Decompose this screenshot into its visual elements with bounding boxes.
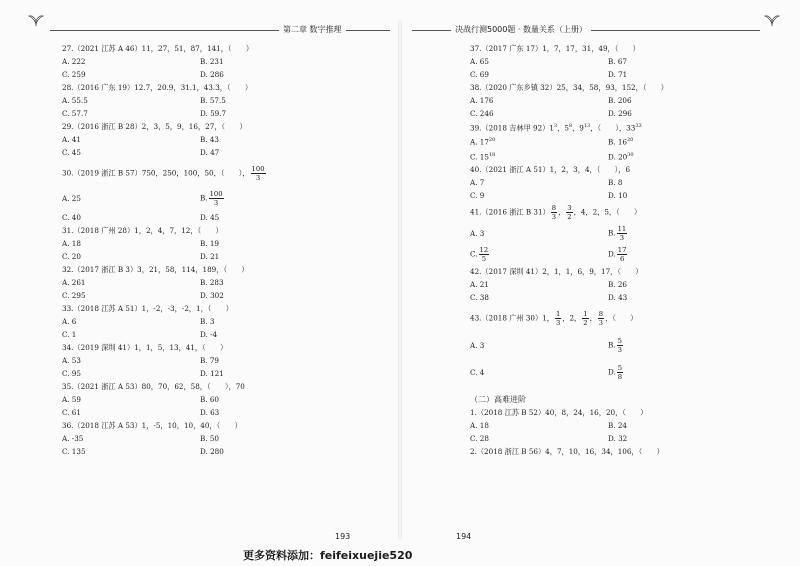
- right-page-questions: [470, 44, 770, 456]
- book-gutter: [398, 20, 402, 540]
- question-28: 28.（2016 广东 19）12.7，20.9，31.1，43.3，（ ） A. 55.5 B. 57.5 C. 57.7 D. 59.7: [62, 83, 253, 118]
- question-42: 42.（2017 深圳 41）2，1，1，6，9，17，（ ） A. 21 B. 26 C. 38 D. 43: [470, 267, 643, 303]
- question-33: 33.（2018 江苏 A 51）1，-2，-3，-2，1，（ ） A. 6 B. 3 C. 1 D. -4: [62, 304, 233, 339]
- right-page-number: 194: [456, 532, 472, 541]
- fraction: $\frac{100}{3}$: [209, 190, 223, 207]
- question-31: 31.（2018 广州 28）1，2，4，7，12，（ ） A. 18 B. 19 C. 20 D. 21: [62, 226, 223, 261]
- question-37: 37.（2017 广东 17）1，7，17，31，49，（ ） A. 65 B. 67 C. 69 D. 71: [470, 44, 640, 79]
- left-running-header: 第二章 数字推理: [279, 24, 346, 35]
- question-29: 29.（2016 浙江 B 28）2，3，5，9，16，27，（ ） A. 41 B. 43 C. 45 D. 47: [62, 122, 247, 157]
- question-34: 34.（2019 深圳 41）1，1，5，13，41，（ ） A. 53 B. 79 C. 95 D. 121: [62, 343, 228, 378]
- leaf-ornament-icon: [28, 13, 44, 27]
- question-32: 32.（2017 浙江 B 3）3，21，58，114，189，（ ） A. 261 B. 283 C. 295 D. 302: [62, 265, 249, 300]
- question-43: 43.（2018 广州 30）1， $\frac{1}{3}$ ，2， $\frac{1}{2}$ ， $\frac{8}{3}$ ，（ ） A. 3 B. $\frac{5}{3}$ C. 4 D. $\frac{5}{8}$: [470, 310, 638, 382]
- question-39: 39.（2018 吉林甲 $92)1^3$，$5^8$，$9^{13}$，（ ），$33^{33}$ A. $17^{20}$ B. $16^{20}$ C. $15^{18}$ D. $20^{30}$: [470, 123, 642, 162]
- advanced-question-1: 1.（2018 江苏 B 52）40，8，24，16，20，（ ） A. 18 B. 24 C. 28 D. 32: [470, 408, 648, 444]
- left-page-questions: [62, 44, 382, 456]
- right-running-header: 决战行测5000题 · 数量关系（上册）: [451, 24, 591, 35]
- leaf-ornament-icon: [764, 13, 780, 27]
- fraction: $\frac{100}{3}$: [251, 165, 265, 182]
- question-41: 41.（2016 浙江 B 31） $\frac{8}{3}$ ， $\frac{3}{2}$ ，4，2，5，（ ） A. 3 B. $\frac{11}{3}$ C. $\frac{12}{5}$ D. $\frac{17}{6}$: [470, 204, 642, 264]
- footer-note: 更多资料添加：feifeixuejie520: [243, 549, 413, 562]
- question-36: 36.（2018 江苏 A 53）1，-5，10，10，40，（ ） A. -35 B. 50 C. 135 D. 280: [62, 421, 242, 456]
- question-40: 40.（2021 浙江 A 51）1，2，3，4，（ ），6 A. 7 B. 8 C. 9 D. 10: [470, 165, 631, 201]
- section-title: （二）高难进阶: [470, 395, 526, 405]
- question-30: 30.（2019 浙江 B 57）750，250，100，50，（ ）， $\frac{100}{3}$ A. 25 B. $\frac{100}{3}$ C. 40 D. 45: [62, 165, 265, 222]
- question-35: 35.（2021 浙江 A 53）80，70，62，58，（ ），70 A. 59 B. 60 C. 61 D. 63: [62, 382, 245, 417]
- question-27: 27.（2021 江苏 A 46）11，27，51，87，141，（ ） A. 222 B. 231 C. 259 D. 286: [62, 44, 254, 79]
- advanced-question-2: 2.（2018 浙江 B 56）4，7，10，16，34，106，（ ）: [470, 447, 664, 457]
- question-38: 38.（2020 广东乡镇 32）25，34，58，93，152，（ ） A. 176 B. 206 C. 246 D. 296: [470, 83, 668, 118]
- left-page-number: 193: [335, 532, 351, 541]
